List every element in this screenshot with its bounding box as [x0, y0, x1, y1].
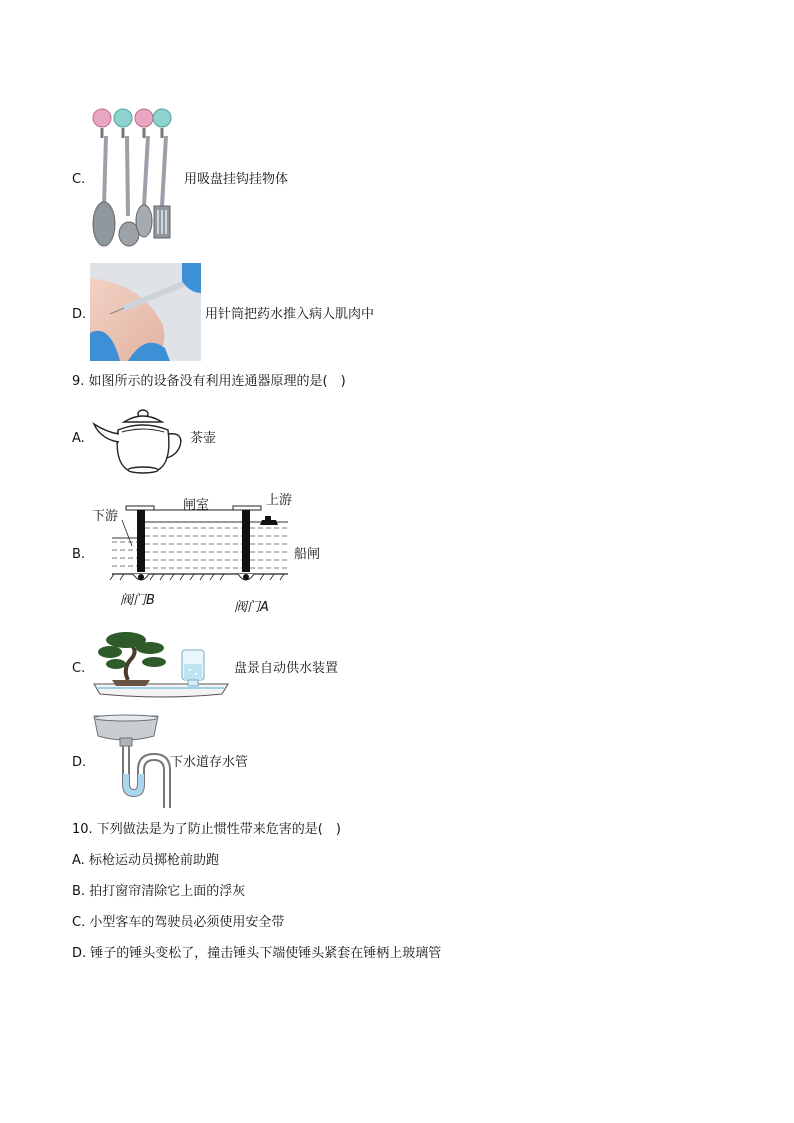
q8-option-c-letter: C.: [72, 172, 86, 187]
bonsai-water-device-image: [92, 628, 230, 700]
suction-cups: [93, 109, 171, 127]
q8-option-d-text: 用针筒把药水推入病人肌肉中: [205, 307, 375, 322]
q9-option-d-text: 下水道存水管: [170, 755, 249, 770]
q10-option-a-text: 标枪运动员掷枪前助跑: [88, 853, 219, 868]
sewer-trap-image: [92, 714, 172, 810]
q10-option-a-letter: A.: [72, 853, 85, 868]
lock-label-chamber: 闸室: [183, 498, 210, 513]
q10-option-c-letter: C.: [72, 915, 86, 930]
q9-stem: 9. 如图所示的设备没有利用连通器原理的是( ): [72, 374, 346, 389]
q8-option-c-text: 用吸盘挂钩挂物体: [184, 172, 289, 187]
q10-stem: 10. 下列做法是为了防止惯性带来危害的是( ): [72, 822, 341, 837]
q10-option-c-text: 小型客车的驾驶员必须使用安全带: [89, 915, 285, 930]
q10-option-b: [72, 884, 245, 900]
q9-option-b-text: 船闸: [294, 547, 321, 562]
q10-option-b-letter: B.: [72, 884, 86, 899]
q10-option-d-text: 锤子的锤头变松了，撞击锤头下端使锤头紧套在锤柄上玻璃管: [90, 946, 442, 961]
q10-option-d: [72, 946, 441, 962]
lock-label-valve-b: 阀门B: [120, 593, 155, 608]
lock-label-valve-a: 阀门A: [234, 600, 269, 615]
q9-option-b-letter: B.: [72, 547, 86, 562]
q9-option-c-text: 盘景自动供水装置: [234, 661, 339, 676]
q9-option-d-letter: D.: [72, 755, 87, 770]
q9-option-c-letter: C.: [72, 661, 86, 676]
q8-option-d-letter: D.: [72, 307, 87, 322]
q10-option-c: [72, 915, 284, 931]
q10-option-d-letter: D.: [72, 946, 87, 961]
lock-label-upstream: 上游: [266, 493, 293, 508]
teapot-image: [92, 402, 184, 474]
q10-option-a: [72, 853, 219, 869]
suction-hooks-image: [90, 106, 180, 250]
q9-option-a-text: 茶壶: [190, 431, 217, 446]
q10-option-b-text: 拍打窗帘清除它上面的浮灰: [89, 884, 246, 899]
q9-option-a-letter: A.: [72, 431, 85, 446]
syringe-injection-image: [90, 263, 201, 361]
lock-label-downstream: 下游: [92, 509, 119, 524]
